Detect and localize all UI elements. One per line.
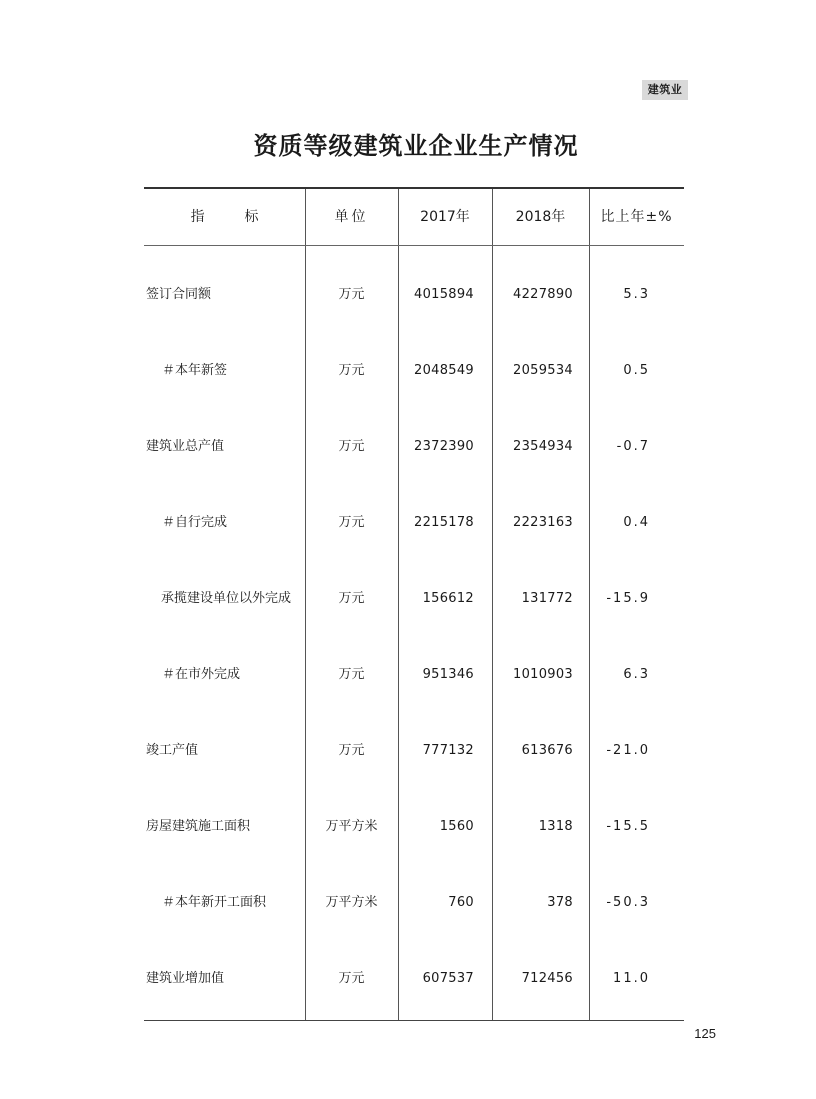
section-tag: 建筑业 (642, 80, 688, 100)
row-value-2017: 951346 (422, 667, 474, 682)
row-value-2018: 1010903 (513, 667, 573, 682)
table-row (144, 665, 684, 685)
row-value-2018: 2059534 (513, 363, 573, 378)
table-row (144, 969, 684, 989)
row-value-2018: 1318 (538, 819, 573, 834)
row-value-2017: 2048549 (414, 363, 474, 378)
row-unit: 万元 (338, 591, 365, 606)
row-name: ＃自行完成 (162, 515, 228, 530)
data-table (144, 187, 684, 1021)
row-value-2017: 2215178 (414, 515, 474, 530)
row-value-2017: 607537 (422, 971, 474, 986)
table-row (144, 817, 684, 837)
row-value-2017: 777132 (422, 743, 474, 758)
row-change: -15.5 (606, 819, 650, 834)
row-change: 5.3 (623, 287, 650, 302)
row-value-2018: 378 (547, 895, 573, 910)
row-value-2017: 4015894 (414, 287, 474, 302)
table-row (144, 285, 684, 305)
row-value-2018: 712456 (521, 971, 573, 986)
table-header (144, 189, 684, 246)
row-unit: 万平方米 (325, 819, 378, 834)
row-change: -50.3 (606, 895, 650, 910)
header-indicator (144, 189, 305, 245)
row-name: ＃本年新签 (162, 363, 228, 378)
row-change: 0.5 (623, 363, 650, 378)
row-name: 建筑业增加值 (146, 971, 225, 986)
row-name: ＃在市外完成 (162, 667, 241, 682)
row-unit: 万元 (338, 743, 365, 758)
row-change: -15.9 (606, 591, 650, 606)
table-row (144, 741, 684, 761)
row-value-2017: 2372390 (414, 439, 474, 454)
table-row (144, 437, 684, 457)
row-value-2018: 2354934 (513, 439, 573, 454)
header-indicator-left: 指 (190, 209, 205, 225)
table-row (144, 361, 684, 381)
table-row (144, 513, 684, 533)
row-change: -21.0 (606, 743, 650, 758)
page-number: 125 (694, 1026, 716, 1041)
row-unit: 万平方米 (325, 895, 378, 910)
row-value-2018: 131772 (521, 591, 573, 606)
row-change: 0.4 (623, 515, 650, 530)
row-change: 11.0 (613, 971, 650, 986)
row-name: 竣工产值 (146, 743, 199, 758)
row-value-2017: 1560 (439, 819, 474, 834)
row-value-2018: 4227890 (513, 287, 573, 302)
header-2017: 2017年 (420, 209, 470, 225)
header-indicator-right: 标 (244, 209, 259, 225)
row-name: 承揽建设单位以外完成 (161, 591, 292, 606)
row-name: 房屋建筑施工面积 (146, 819, 251, 834)
row-name: 签订合同额 (146, 287, 212, 302)
row-unit: 万元 (338, 287, 365, 302)
row-value-2017: 760 (448, 895, 474, 910)
row-unit: 万元 (338, 515, 365, 530)
row-change: 6.3 (623, 667, 650, 682)
row-value-2017: 156612 (422, 591, 474, 606)
row-value-2018: 613676 (521, 743, 573, 758)
table-row (144, 893, 684, 913)
header-unit: 单位 (334, 209, 369, 225)
header-change: 比上年±% (600, 209, 673, 225)
header-2018: 2018年 (515, 209, 566, 225)
row-name: ＃本年新开工面积 (162, 895, 267, 910)
table-row (144, 589, 684, 609)
row-unit: 万元 (338, 971, 365, 986)
row-value-2018: 2223163 (513, 515, 573, 530)
row-unit: 万元 (338, 667, 365, 682)
row-change: -0.7 (616, 439, 650, 454)
row-unit: 万元 (338, 439, 365, 454)
row-name: 建筑业总产值 (146, 439, 225, 454)
row-unit: 万元 (338, 363, 365, 378)
page-title: 资质等级建筑业企业生产情况 (253, 131, 579, 160)
